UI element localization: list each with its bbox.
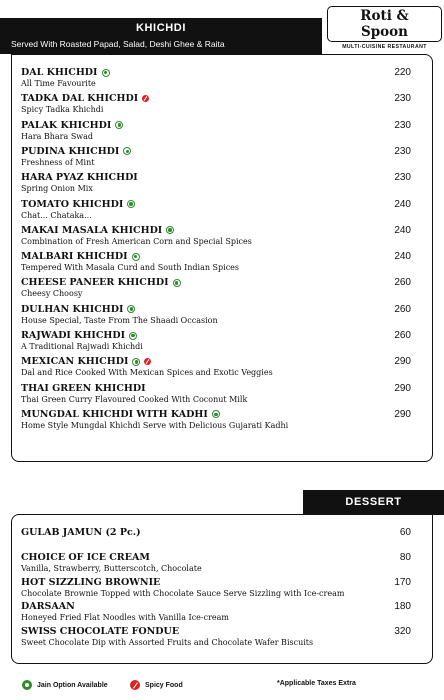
khichdi-title: KHICHDI [135, 22, 187, 34]
item-price: 320 [394, 626, 411, 638]
item-description: Dal and Rice Cooked With Mexican Spices and Exotic Veggies [21, 368, 273, 378]
item-name [21, 172, 138, 183]
menu-item [21, 277, 411, 303]
khichdi-header [0, 18, 322, 54]
item-price: 240 [394, 251, 411, 263]
legend [22, 680, 422, 696]
item-price: 290 [394, 408, 411, 420]
item-name [21, 146, 131, 157]
item-name-text: MAKAI MASALA KHICHDI [21, 224, 163, 236]
jain-icon [173, 279, 181, 287]
item-name-text: RAJWADI KHICHDI [21, 330, 126, 341]
brand-logo [327, 2, 442, 48]
jain-icon [166, 226, 174, 234]
item-name [21, 527, 141, 538]
item-name-text: CHOICE OF ICE CREAM [21, 551, 150, 563]
dessert-header: DESSERT [303, 490, 444, 515]
menu-item [21, 93, 411, 119]
item-price: 220 [394, 67, 411, 78]
item-name-text: DULHAN KHICHDI [21, 303, 124, 315]
item-name-text: HARA PYAZ KHICHDI [21, 172, 138, 184]
item-description: Tempered With Masala Curd and South Indian Spices [21, 263, 240, 273]
item-description: All Time Favourite [21, 79, 96, 88]
jain-icon [132, 253, 140, 261]
item-name [21, 225, 174, 236]
item-price: 260 [394, 303, 411, 315]
item-name [21, 251, 140, 262]
item-description: Spicy Tadka Khichdi [21, 105, 104, 115]
item-price: 230 [394, 145, 411, 157]
legend-spicy-label: Spicy Food [145, 681, 183, 689]
item-name [21, 577, 160, 588]
item-name [21, 626, 179, 637]
menu-item [21, 552, 411, 578]
item-price: 80 [399, 551, 411, 563]
item-description: House Special, Taste From The Shaadi Occasion [21, 315, 218, 325]
item-name-text: DARSAAN [21, 601, 75, 613]
item-price: 180 [394, 601, 411, 613]
menu-item [21, 304, 411, 330]
menu-item [21, 527, 411, 553]
menu-item [21, 409, 411, 435]
item-name-text: TADKA DAL KHICHDI [21, 93, 139, 105]
item-name-text: CHEESE PANEER KHICHDI [21, 277, 169, 289]
jain-icon [127, 200, 135, 208]
item-description: Spring Onion Mix [21, 184, 93, 194]
menu-item [21, 67, 411, 93]
item-name [21, 93, 149, 104]
item-name [21, 356, 151, 367]
jain-icon [22, 680, 32, 690]
item-name [21, 199, 135, 210]
jain-icon [123, 147, 131, 155]
jain-icon [127, 305, 135, 313]
item-name [21, 409, 220, 420]
spicy-icon [130, 680, 140, 690]
menu-item [21, 356, 411, 382]
item-description: Thai Green Curry Flavoured Cooked With Coconut Milk [21, 394, 248, 404]
menu-item [21, 120, 411, 146]
jain-icon [102, 69, 110, 77]
item-description: A Traditional Rajwadi Khichdi [21, 342, 143, 351]
menu-item [21, 601, 411, 627]
item-name-text: MALBARI KHICHDI [21, 251, 128, 263]
item-description: Hara Bhara Swad [21, 131, 94, 141]
item-description: Freshness of Mint [21, 157, 95, 167]
item-description: Vanilla, Strawberry, Butterscotch, Chocolate [21, 563, 202, 573]
item-price: 260 [394, 277, 411, 289]
item-description: Sweet Chocolate Dip with Assorted Fruits and Chocolate Wafer Biscuits [21, 638, 314, 648]
item-price: 230 [394, 172, 411, 184]
item-name [21, 330, 137, 341]
jain-icon [212, 410, 220, 418]
brand-tagline: MULTI-CUISINE RESTAURANT [342, 44, 427, 50]
spicy-icon [142, 95, 149, 102]
legend-jain [22, 680, 108, 690]
item-price: 170 [394, 576, 411, 588]
menu-item [21, 251, 411, 277]
item-description: Combination of Fresh American Corn and Special Spices [21, 236, 252, 246]
item-name-text: GULAB JAMUN (2 Pc.) [21, 527, 141, 538]
item-name-text: TOMATO KHICHDI [21, 198, 124, 210]
item-price: 290 [394, 356, 411, 368]
item-description: Honeyed Fried Flat Noodles with Vanilla Ice-cream [21, 613, 230, 623]
legend-spicy [130, 680, 183, 690]
item-name [21, 383, 146, 394]
item-name-text: SWISS CHOCOLATE FONDUE [21, 626, 180, 638]
menu-item [21, 626, 411, 652]
menu-item [21, 199, 411, 225]
jain-icon [129, 332, 137, 340]
item-description: Cheesy Choosy [21, 289, 83, 299]
item-name [21, 67, 110, 78]
item-description: Home Style Mungdal Khichdi Serve with Delicious Gujarati Kadhi [21, 420, 289, 430]
menu-item [21, 330, 411, 356]
spicy-icon [144, 358, 151, 365]
menu-item [21, 225, 411, 251]
item-name-text: MUNGDAL KHICHDI WITH KADHI [21, 408, 208, 420]
item-name [21, 304, 135, 315]
item-price: 60 [399, 527, 411, 538]
jain-icon [132, 358, 140, 366]
menu-item [21, 146, 411, 172]
item-name-text: PUDINA KHICHDI [21, 145, 120, 157]
item-description: Chat... Chataka... [21, 210, 92, 220]
legend-taxes [277, 680, 356, 687]
item-name [21, 277, 181, 288]
legend-jain-label: Jain Option Available [37, 681, 108, 689]
item-name-text: PALAK KHICHDI [21, 119, 112, 131]
brand-name: Roti & Spoon [327, 6, 442, 42]
item-price: 240 [394, 198, 411, 210]
item-name-text: DAL KHICHDI [21, 67, 98, 78]
menu-item [21, 577, 411, 603]
item-description: Chocolate Brownie Topped with Chocolate Sauce Serve Sizzling with Ice-cream [21, 588, 345, 598]
item-price: 260 [394, 330, 411, 341]
khichdi-subtitle: Served With Roasted Papad, Salad, Deshi Ghee & Raita [11, 39, 225, 49]
item-name [21, 601, 75, 612]
menu-item [21, 172, 411, 198]
item-price: 240 [394, 224, 411, 236]
item-name-text: THAI GREEN KHICHDI [21, 382, 146, 394]
jain-icon [115, 121, 123, 129]
menu-item [21, 383, 411, 409]
item-name [21, 552, 150, 563]
legend-taxes-label: *Applicable Taxes Extra [277, 680, 356, 687]
item-name-text: HOT SIZZLING BROWNIE [21, 576, 161, 588]
item-price: 230 [394, 119, 411, 131]
item-name-text: MEXICAN KHICHDI [21, 356, 129, 368]
item-price: 290 [394, 382, 411, 394]
item-price: 230 [394, 93, 411, 105]
item-name [21, 120, 123, 131]
